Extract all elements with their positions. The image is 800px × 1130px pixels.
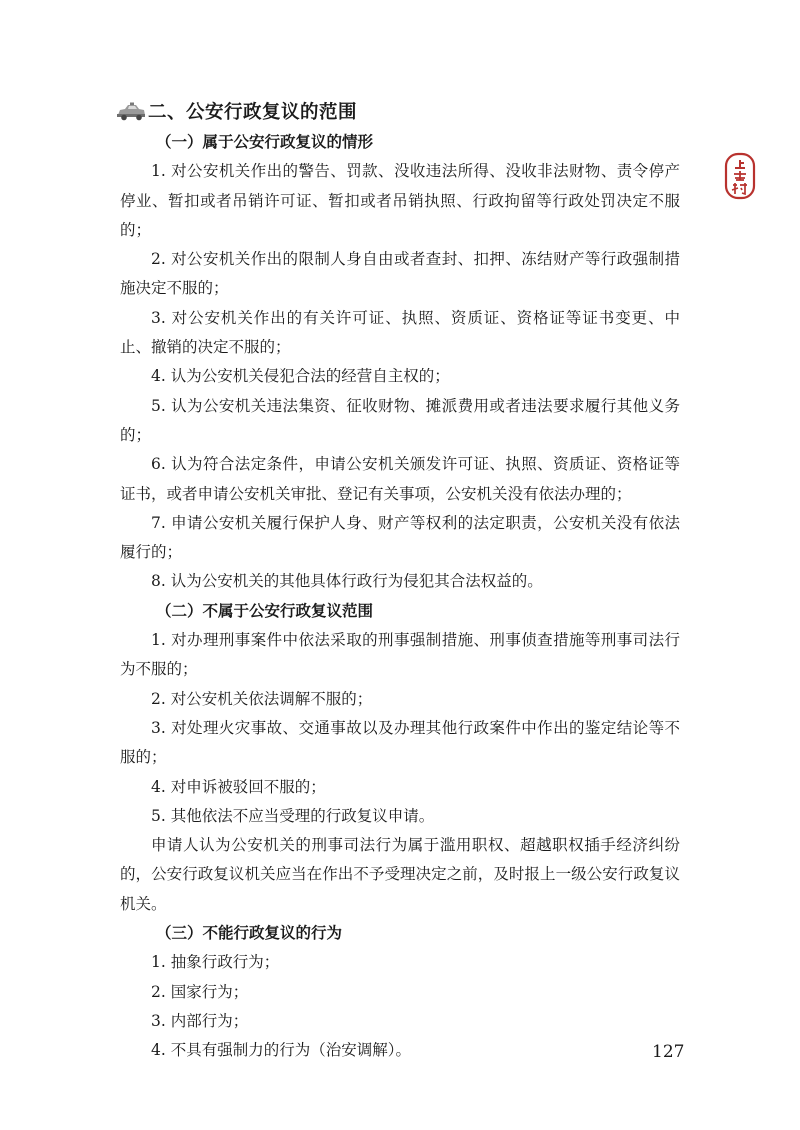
list-item: 1. 对公安机关作出的警告、罚款、没收违法所得、没收非法财物、责令停产停业、暂扣或者吊销许可证、暂扣或者吊销执照、行政拘留等行政处罚决定不服的；: [120, 162, 680, 239]
list-item: 2. 国家行为；: [151, 982, 249, 1001]
list-item: 1. 对办理刑事案件中依法采取的刑事强制措施、刑事侦查措施等刑事司法行为不服的；: [120, 631, 680, 679]
list-item: 7. 申请公安机关履行保护人身、财产等权利的法定职责，公安机关没有依法履行的；: [120, 513, 680, 562]
list-item: 2. 对公安机关作出的限制人身自由或者查封、扣押、冻结财产等行政强制措施决定不服的；: [120, 250, 680, 298]
police-car-icon: [116, 101, 146, 121]
document-body: [120, 128, 680, 1066]
section-title: 二、公安行政复议的范围: [148, 102, 358, 123]
list-item: 2. 对公安机关依法调解不服的；: [151, 689, 373, 708]
subsection-heading-2: （二）不属于公安行政复议范围: [156, 601, 374, 620]
seal-stamp-icon: [724, 152, 756, 200]
list-item: 6. 认为符合法定条件，申请公安机关颁发许可证、执照、资质证、资格证等证书，或者申请公安机关审批、登记有关事项，公安机关没有依法办理的；: [120, 455, 680, 503]
list-item: 8. 认为公安机关的其他具体行政行为侵犯其合法权益的。: [151, 572, 543, 591]
subsection-heading-1: （一）属于公安行政复议的情形: [156, 133, 374, 151]
list-item: 3. 内部行为；: [151, 1011, 249, 1030]
section-heading: [116, 98, 357, 124]
list-item: 3. 对公安机关作出的有关许可证、执照、资质证、资格证等证书变更、中止、撤销的决定不服的；: [120, 308, 680, 357]
list-item: 4. 认为公安机关侵犯合法的经营自主权的；: [151, 367, 450, 386]
list-item: 5. 认为公安机关违法集资、征收财物、摊派费用或者违法要求履行其他义务的；: [120, 396, 680, 444]
list-item: 1. 抽象行政行为；: [151, 953, 280, 972]
list-item: 3. 对处理火灾事故、交通事故以及办理其他行政案件中作出的鉴定结论等不服的；: [120, 718, 680, 767]
page-number: 127: [652, 1042, 685, 1062]
list-item: 4. 对申诉被驳回不服的；: [151, 777, 326, 796]
list-item: 4. 不具有强制力的行为（治安调解）。: [151, 1041, 411, 1060]
list-item: 5. 其他依法不应当受理的行政复议申请。: [151, 806, 435, 825]
subsection-heading-3: （三）不能行政复议的行为: [156, 924, 343, 943]
note-paragraph: 申请人认为公安机关的刑事司法行为属于滥用职权、超越职权插手经济纠纷的，公安行政复议机关应当在作出不予受理决定之前，及时报上一级公安行政复议机关。: [120, 836, 680, 913]
